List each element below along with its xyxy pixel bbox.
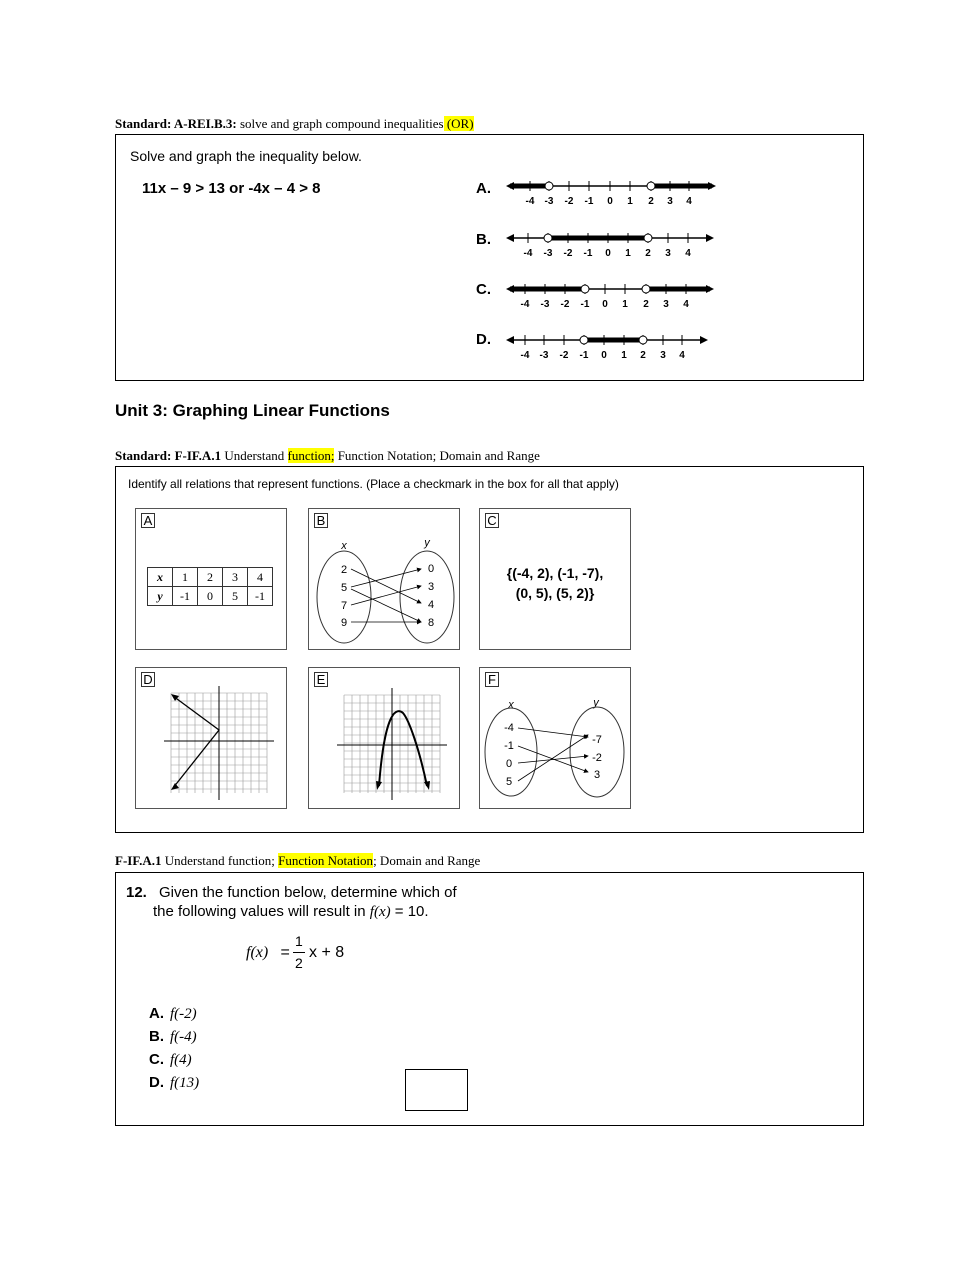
number-line-b (504, 227, 720, 261)
axis-x-head: x (341, 540, 347, 552)
tick-label: -3 (544, 196, 554, 207)
set-line: (0, 5), (5, 2)} (515, 585, 595, 601)
question-box-functions (115, 466, 864, 833)
checkbox-e[interactable]: E (314, 672, 328, 687)
tick-label: 0 (602, 299, 608, 310)
open-circle-icon (647, 182, 655, 190)
standard-text: Function Notation; Domain and Range (334, 448, 540, 463)
tick-label: 4 (679, 350, 685, 361)
choice-value: f(13) (170, 1075, 200, 1091)
arrow-icon (376, 781, 382, 790)
mapping-diagram-f (480, 668, 630, 808)
checkbox-a[interactable]: A (141, 513, 155, 528)
tick-label: 3 (663, 299, 669, 310)
inequality-prompt: Solve and graph the inequality below. (130, 148, 362, 164)
range-value: 3 (593, 769, 601, 781)
tick-label: 4 (686, 196, 692, 207)
number-line-d (504, 329, 720, 363)
range-value: 8 (427, 617, 435, 629)
tick-label: 1 (621, 350, 627, 361)
tick-label: -4 (523, 248, 533, 259)
standard-code: F-IF.A.1 (115, 853, 162, 868)
panel-b (308, 508, 460, 650)
question-box-inequality (115, 134, 864, 381)
range-value: -2 (592, 752, 602, 764)
arrow-left-icon (506, 336, 514, 344)
axis-y-head: y (424, 537, 430, 549)
tick-label: 3 (667, 196, 673, 207)
answer-box[interactable] (405, 1069, 468, 1111)
table-cell: 3 (223, 568, 248, 587)
inequality-expression: 11x – 9 > 13 or -4x – 4 > 8 (142, 180, 321, 197)
tick-label: -3 (539, 350, 549, 361)
graph-e (309, 668, 459, 808)
arrow-left-icon (506, 234, 514, 242)
formula-rest: x + 8 (309, 944, 345, 961)
option-d-label: D. (476, 331, 491, 348)
tick-label: -1 (579, 350, 589, 361)
ordered-pair-set (480, 563, 630, 603)
tick-label: -1 (583, 248, 593, 259)
tick-label: 4 (683, 299, 689, 310)
checkbox-f[interactable]: F (485, 672, 499, 687)
table-cell: 0 (198, 587, 223, 606)
number-line-a (504, 175, 720, 209)
question-text: the following values will result in (153, 903, 370, 920)
tick-label: 0 (605, 248, 611, 259)
choice-d[interactable] (149, 1074, 199, 1092)
highlighted-function-notation: Function Notation (278, 853, 374, 868)
table-cell: 5 (223, 587, 248, 606)
tick-label: 1 (625, 248, 631, 259)
formula-numerator: 1 (295, 933, 303, 949)
standard-text: solve and graph compound inequalities (236, 116, 444, 131)
choice-value: f(4) (170, 1052, 192, 1068)
choice-a[interactable] (149, 1005, 197, 1023)
tick-label: -2 (559, 350, 569, 361)
tick-label: 2 (648, 196, 654, 207)
standard-text: ; Domain and Range (373, 853, 481, 868)
function-fx: f(x) (369, 904, 391, 920)
tick-label: 1 (627, 196, 633, 207)
domain-value: 9 (340, 617, 348, 629)
domain-value: 7 (340, 600, 348, 612)
formula-denominator: 2 (295, 955, 303, 971)
panel-e (308, 667, 460, 809)
tick-label: 2 (640, 350, 646, 361)
domain-value: 5 (505, 776, 513, 788)
mapping-diagram-b (309, 509, 459, 649)
table-cell: -1 (173, 587, 198, 606)
tick-label: -4 (525, 196, 535, 207)
unit-title: Unit 3: Graphing Linear Functions (115, 401, 390, 420)
number-line-c (504, 278, 720, 312)
option-a-label: A. (476, 180, 491, 197)
formula-lhs: f(x) (246, 944, 269, 961)
choice-label: C. (149, 1051, 164, 1068)
domain-value: 0 (505, 758, 513, 770)
table-cell: 2 (198, 568, 223, 587)
tick-label: -4 (520, 350, 530, 361)
table-cell: 4 (248, 568, 273, 587)
highlighted-or: (OR) (443, 116, 474, 131)
question-box-notation (115, 872, 864, 1126)
choice-label: D. (149, 1074, 164, 1091)
formula-equals: = (276, 944, 295, 961)
tick-label: 0 (607, 196, 613, 207)
tick-label: -2 (563, 248, 573, 259)
standard-line-3 (115, 853, 480, 869)
question-text: = 10. (390, 903, 429, 920)
domain-value: -1 (504, 740, 514, 752)
open-circle-icon (580, 336, 588, 344)
option-b-label: B. (476, 231, 491, 248)
open-circle-icon (639, 336, 647, 344)
choice-value: f(-4) (170, 1029, 197, 1045)
set-line: {(-4, 2), (-1, -7), (506, 565, 604, 581)
standard-text: Understand function; (161, 853, 279, 868)
tick-label: -1 (580, 299, 590, 310)
tick-label: -1 (584, 196, 594, 207)
functions-prompt: Identify all relations that represent functions. (Place a checkmark in the box for all that apply) (128, 477, 619, 491)
table-header-x: x (148, 568, 173, 587)
domain-value: 2 (340, 564, 348, 576)
range-value: 0 (427, 563, 435, 575)
standard-code: Standard: F-IF.A.1 (115, 448, 222, 463)
choice-b[interactable] (149, 1028, 197, 1046)
open-circle-icon (581, 285, 589, 293)
panel-c (479, 508, 631, 650)
domain-value: 5 (340, 582, 348, 594)
tick-label: -2 (564, 196, 574, 207)
arrow-icon (424, 781, 430, 790)
arrow-right-icon (700, 336, 708, 344)
tick-label: 3 (660, 350, 666, 361)
panel-a (135, 508, 287, 650)
table-cell: -1 (248, 587, 273, 606)
open-circle-icon (642, 285, 650, 293)
arrow-right-icon (706, 234, 714, 242)
tick-label: 2 (645, 248, 651, 259)
open-circle-icon (544, 234, 552, 242)
question-number: 12. (126, 884, 147, 901)
standard-line-2 (115, 448, 540, 464)
range-value: 3 (427, 581, 435, 593)
checkbox-b[interactable]: B (314, 513, 328, 528)
range-value: 4 (427, 599, 435, 611)
axis-y-head: y (593, 697, 599, 709)
tick-label: 0 (601, 350, 607, 361)
checkbox-c[interactable]: C (485, 513, 499, 528)
graph-d (136, 668, 286, 808)
table-cell: 1 (173, 568, 198, 587)
tick-label: -3 (540, 299, 550, 310)
fraction-bar (293, 952, 305, 953)
tick-label: -4 (520, 299, 530, 310)
standard-code: Standard: A-REI.B.3: (115, 116, 237, 131)
open-circle-icon (644, 234, 652, 242)
question-line-1: Given the function below, determine which of (159, 884, 457, 901)
open-circle-icon (545, 182, 553, 190)
table-header-y: y (148, 587, 173, 606)
tick-label: 3 (665, 248, 671, 259)
question-line-2 (153, 903, 429, 921)
domain-value: -4 (504, 722, 514, 734)
tick-label: 2 (643, 299, 649, 310)
standard-text: Understand (221, 448, 288, 463)
highlighted-function: function; (287, 448, 335, 463)
relation-table (147, 567, 273, 606)
tick-label: 1 (622, 299, 628, 310)
checkbox-d[interactable]: D (141, 672, 155, 687)
range-value: -7 (592, 734, 602, 746)
axis-x-head: x (508, 699, 514, 711)
panel-d (135, 667, 287, 809)
tick-label: 4 (685, 248, 691, 259)
standard-line-1 (115, 116, 474, 132)
tick-label: -3 (543, 248, 553, 259)
panel-f (479, 667, 631, 809)
option-c-label: C. (476, 281, 491, 298)
choice-label: A. (149, 1005, 164, 1022)
choice-label: B. (149, 1028, 164, 1045)
choice-value: f(-2) (170, 1006, 197, 1022)
tick-label: -2 (560, 299, 570, 310)
choice-c[interactable] (149, 1051, 192, 1069)
